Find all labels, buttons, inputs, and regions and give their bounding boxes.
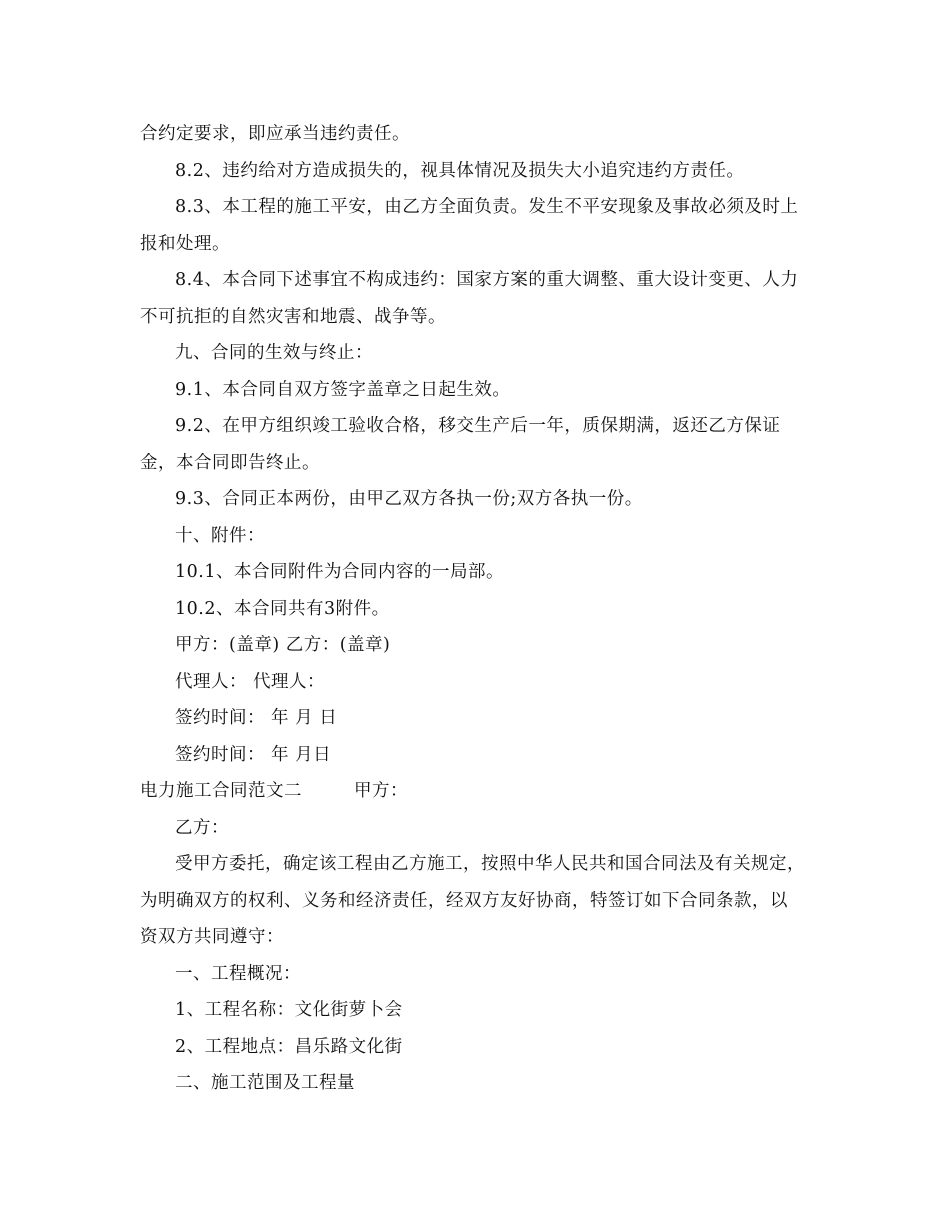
section-heading: 十、附件： <box>175 525 265 546</box>
paragraph: 10.2、本合同共有3附件。 <box>175 598 390 619</box>
section-heading: 二、施工范围及工程量 <box>175 1073 355 1093</box>
signature-line: 甲方：(盖章) 乙方：(盖章) <box>175 635 391 655</box>
paragraph: 8.4、本合同下述事宜不构成违约：国家方案的重大调整、重大设计变更、人力不可抗拒的自然灾害和地震、战争等。 <box>140 270 799 327</box>
paragraph: 8.2、违约给对方造成损失的，视具体情况及损失大小追究违约方责任。 <box>175 160 745 181</box>
paragraph: 合约定要求，即应承当违约责任。 <box>140 124 410 144</box>
document-body <box>140 116 805 1102</box>
paragraph: 1、工程名称：文化街萝卜会 <box>175 1000 403 1020</box>
paragraph: 9.3、合同正本两份，由甲乙双方各执一份;双方各执一份。 <box>175 489 643 509</box>
title-line <box>140 773 805 810</box>
signature-line: 签约时间： 年 月 日 <box>175 708 338 728</box>
section-heading: 一、工程概况： <box>175 963 301 984</box>
paragraph: 受甲方委托，确定该工程由乙方施工，按照中华人民共和国合同法及有关规定，为明确双方的权利、义务和经济责任，经双方友好协商，特签订如下合同条款，以资双方共同遵守： <box>140 854 805 947</box>
party-a-label: 甲方： <box>354 781 408 801</box>
paragraph: 9.2、在甲方组织竣工验收合格，移交生产后一年，质保期满，返还乙方保证金，本合同即告终止。 <box>140 416 781 473</box>
party-b-label: 乙方： <box>175 817 229 838</box>
paragraph: 9.1、本合同自双方签字盖章之日起生效。 <box>175 379 511 400</box>
paragraph: 2、工程地点：昌乐路文化街 <box>175 1036 403 1057</box>
paragraph: 10.1、本合同附件为合同内容的一局部。 <box>175 562 504 582</box>
paragraph: 8.3、本工程的施工平安，由乙方全面负责。发生不平安现象及事故必须及时上报和处理。 <box>140 197 799 254</box>
section-heading: 九、合同的生效与终止： <box>175 343 373 363</box>
signature-line: 代理人： 代理人： <box>175 671 326 692</box>
signature-line: 签约时间： 年 月日 <box>175 744 332 765</box>
document-title: 电力施工合同范文二 <box>140 781 302 801</box>
